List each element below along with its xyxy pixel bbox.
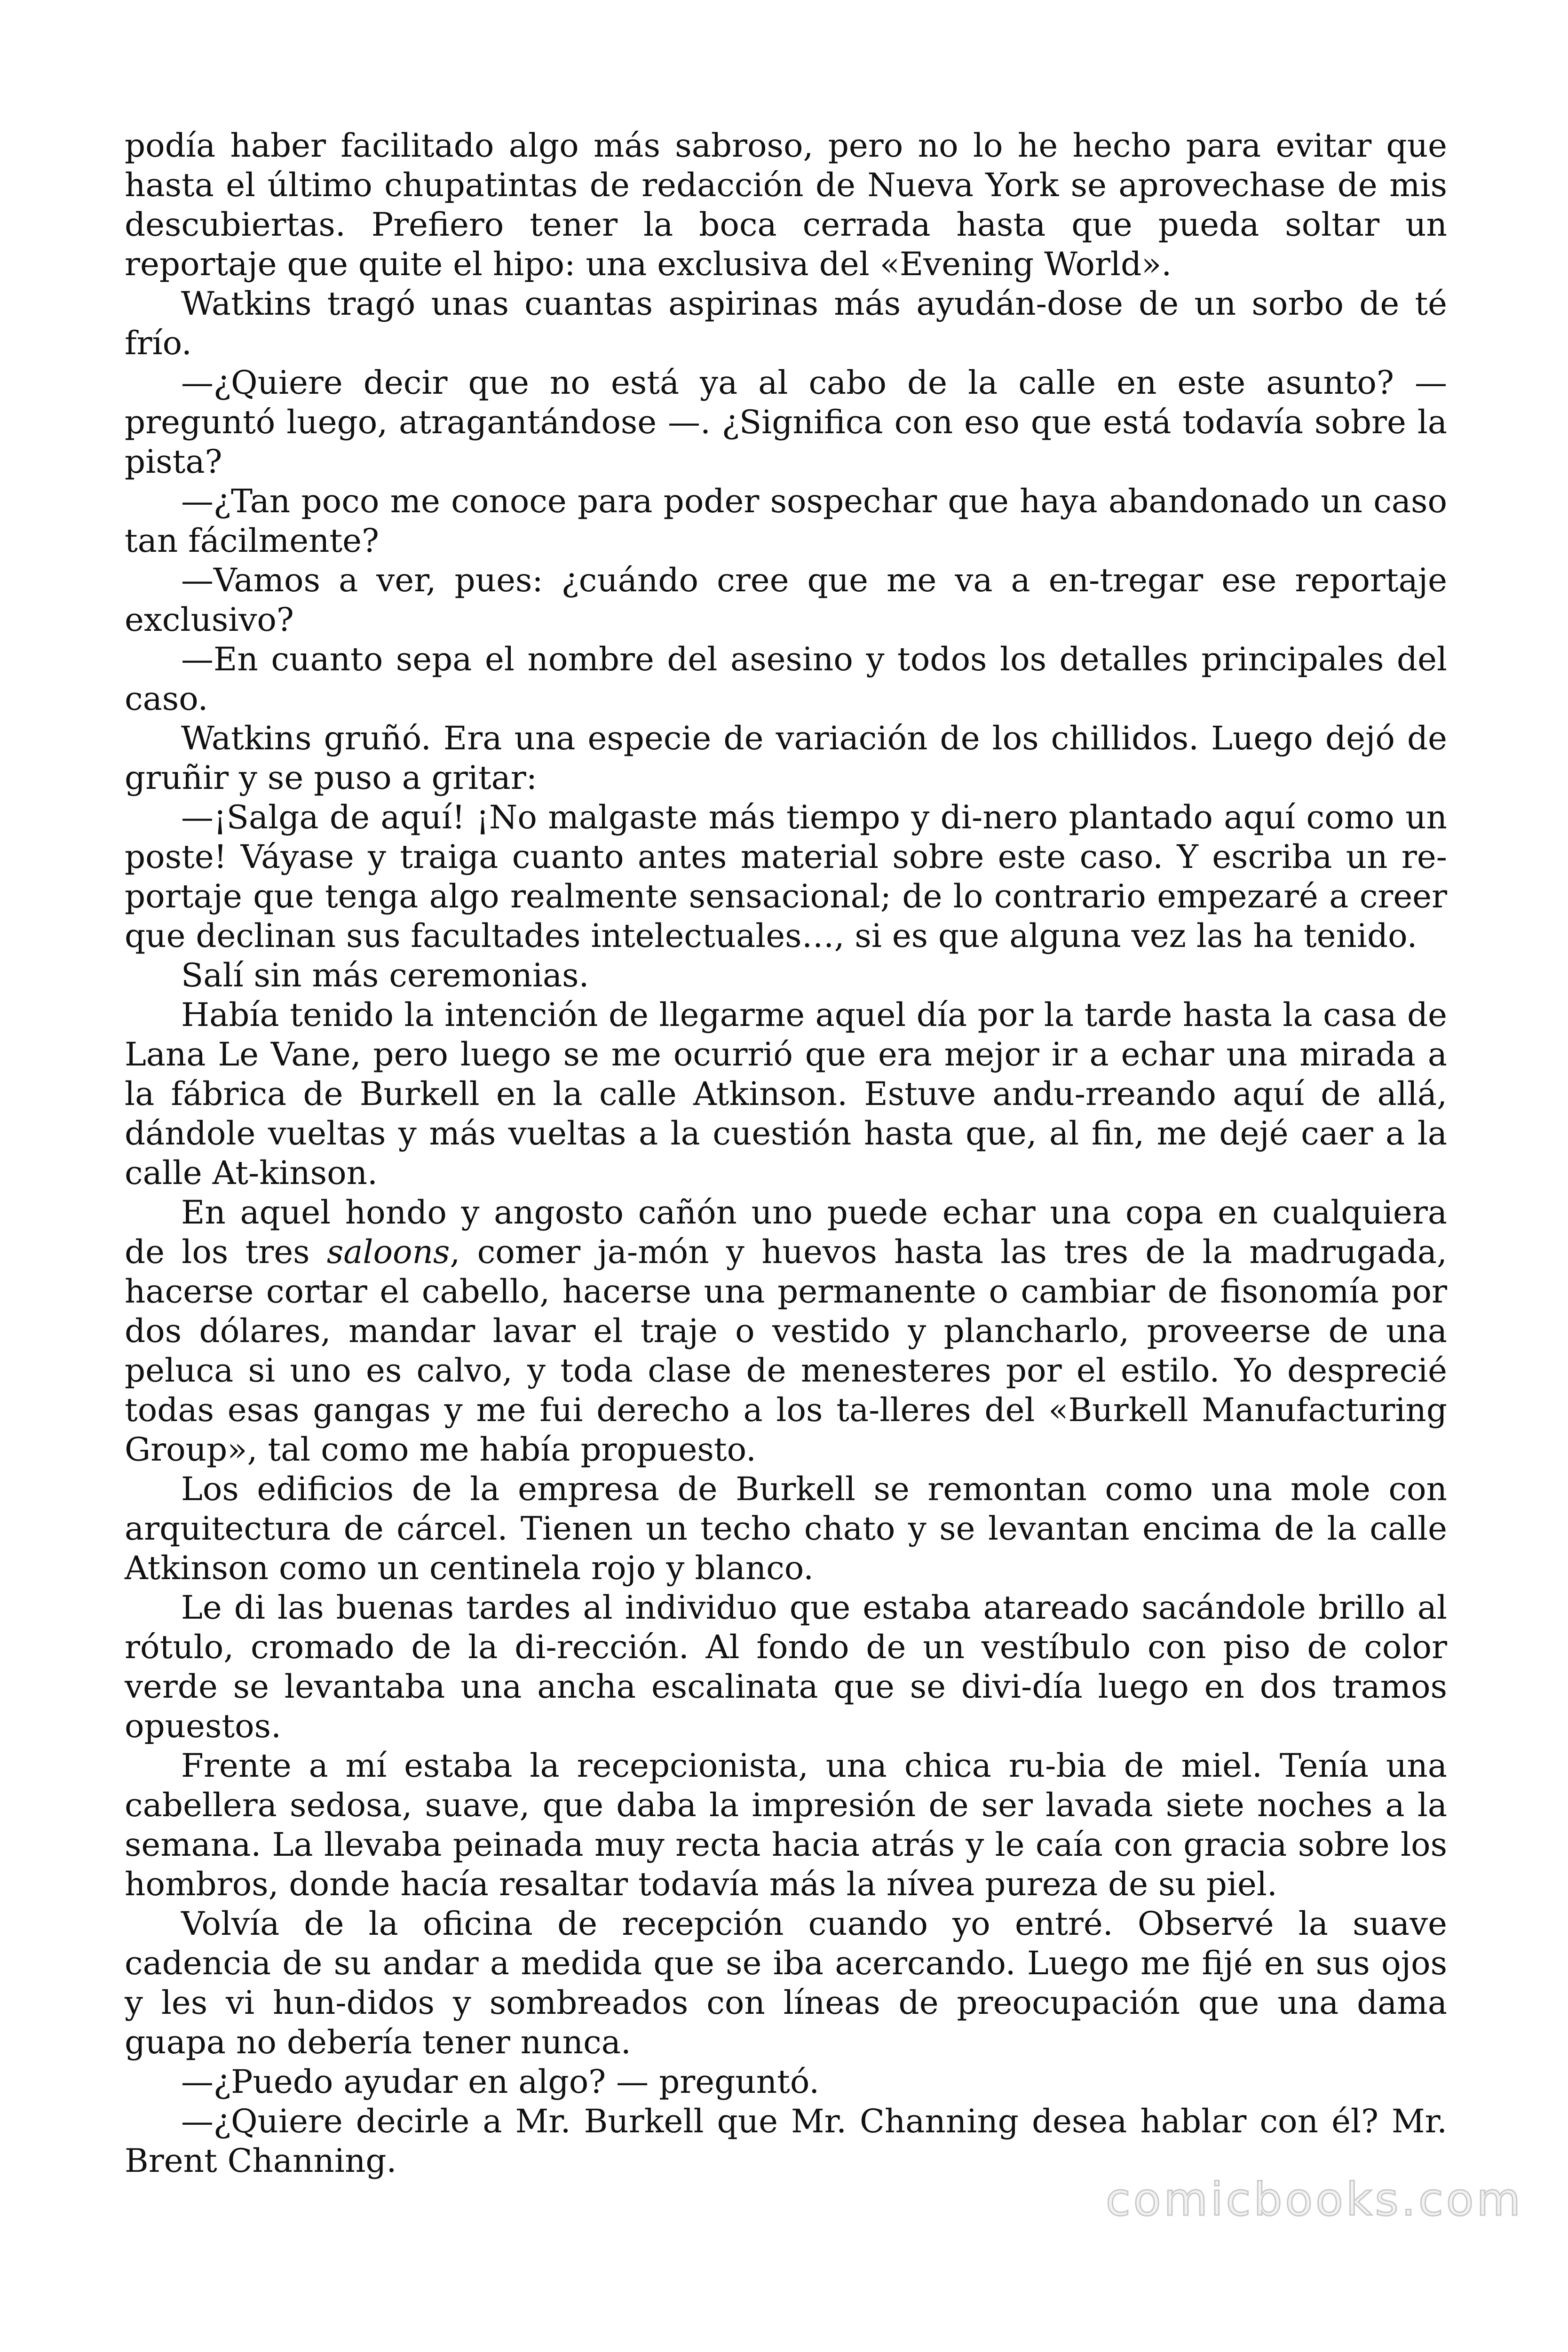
text-segment: En aquel hondo y angosto cañón uno puede echar una copa en cualquiera de los tres bbox=[125, 1194, 1447, 1271]
paragraph: Volvía de la oficina de recepción cuando yo entré. Observé la suave cadencia de su andar a medida que se iba acercando. Luego me fijé en sus ojos y les vi hun-didos y sombreados con líneas de preocupación que una dama guapa no debería tener nunca. bbox=[125, 1905, 1447, 2061]
paragraph: Watkins tragó unas cuantas aspirinas más ayudán-dose de un sorbo de té frío. bbox=[125, 285, 1447, 362]
paragraph: Le di las buenas tardes al individuo que estaba atareado sacándole brillo al rótulo, cromado de la di-rección. Al fondo de un vestíbulo con piso de color verde se levantaba una ancha escalinata que se divi-día luego en dos tramos opuestos. bbox=[125, 1589, 1447, 1745]
paragraph: —¿Tan poco me conoce para poder sospechar que haya abandonado un caso tan fácilmente? bbox=[125, 483, 1447, 560]
paragraph: Salí sin más ceremonias. bbox=[181, 957, 589, 994]
paragraph: —¡Salga de aquí! ¡No malgaste más tiempo y di-nero plantado aquí como un poste! Váyase y traiga cuanto antes material sobre este caso. Y escriba un re-portaje que tenga algo realmente sensacional; de lo contrario empezaré a creer que declinan sus facultades intelectuales…, si es que alguna vez las ha tenido. bbox=[125, 799, 1447, 955]
text-segment: , comer ja-món y huevos hasta las tres de la madrugada, hacerse cortar el cabello, hacerse una permanente o cambiar de fisonomía por dos dólares, mandar lavar el traje o vestido y plancharlo, proveerse de una peluca si uno es calvo, y toda clase de menesteres por el estilo. Yo desprecié todas esas gangas y me fui derecho a los ta-lleres del «Burkell Manufacturing Group», tal como me había propuesto. bbox=[125, 1233, 1447, 1469]
italic-word: saloons bbox=[326, 1233, 450, 1271]
paragraph: Frente a mí estaba la recepcionista, una chica ru-bia de miel. Tenía una cabellera sedosa, suave, que daba la impresión de ser lavada siete noches a la semana. La llevaba peinada muy recta hacia atrás y le caía con gracia sobre los hombros, donde hacía resaltar todavía más la nívea pureza de su piel. bbox=[125, 1747, 1447, 1903]
paragraph: —¿Quiere decirle a Mr. Burkell que Mr. Channing desea hablar con él? Mr. Brent Channing. bbox=[125, 2103, 1447, 2180]
page-text bbox=[125, 126, 1447, 2181]
paragraph-with-italic bbox=[125, 1193, 1447, 1470]
paragraph: —Vamos a ver, pues: ¿cuándo cree que me va a en-tregar ese reportaje exclusivo? bbox=[125, 562, 1447, 639]
paragraph: Había tenido la intención de llegarme aquel día por la tarde hasta la casa de Lana Le Vane, pero luego se me ocurrió que era mejor ir a echar una mirada a la fábrica de Burkell en la calle Atkinson. Estuve andu-rreando aquí de allá, dándole vueltas y más vueltas a la cuestión hasta que, al fin, me dejé caer a la calle At-kinson. bbox=[125, 996, 1447, 1192]
paragraph: podía haber facilitado algo más sabroso, pero no lo he hecho para evitar que hasta el último chupatintas de redacción de Nueva York se aprovechase de mis descubiertas. Prefiero tener la boca cerrada hasta que pueda soltar un reportaje que quite el hipo: una exclusiva del «Evening World». bbox=[125, 127, 1447, 283]
paragraph: —En cuanto sepa el nombre del asesino y todos los detalles principales del caso. bbox=[125, 641, 1447, 718]
paragraph: —¿Puedo ayudar en algo? — preguntó. bbox=[181, 2063, 820, 2101]
paragraph: Los edificios de la empresa de Burkell se remontan como una mole con arquitectura de cárcel. Tienen un techo chato y se levantan encima de la calle Atkinson como un centinela rojo y blanco. bbox=[125, 1470, 1447, 1587]
paragraph: Watkins gruñó. Era una especie de variación de los chillidos. Luego dejó de gruñir y se puso a gritar: bbox=[125, 720, 1447, 797]
paragraph: —¿Quiere decir que no está ya al cabo de la calle en este asunto? — preguntó luego, atragantándose —. ¿Significa con eso que está todavía sobre la pista? bbox=[125, 364, 1447, 481]
watermark: comicbooks.com bbox=[1105, 2173, 1523, 2226]
